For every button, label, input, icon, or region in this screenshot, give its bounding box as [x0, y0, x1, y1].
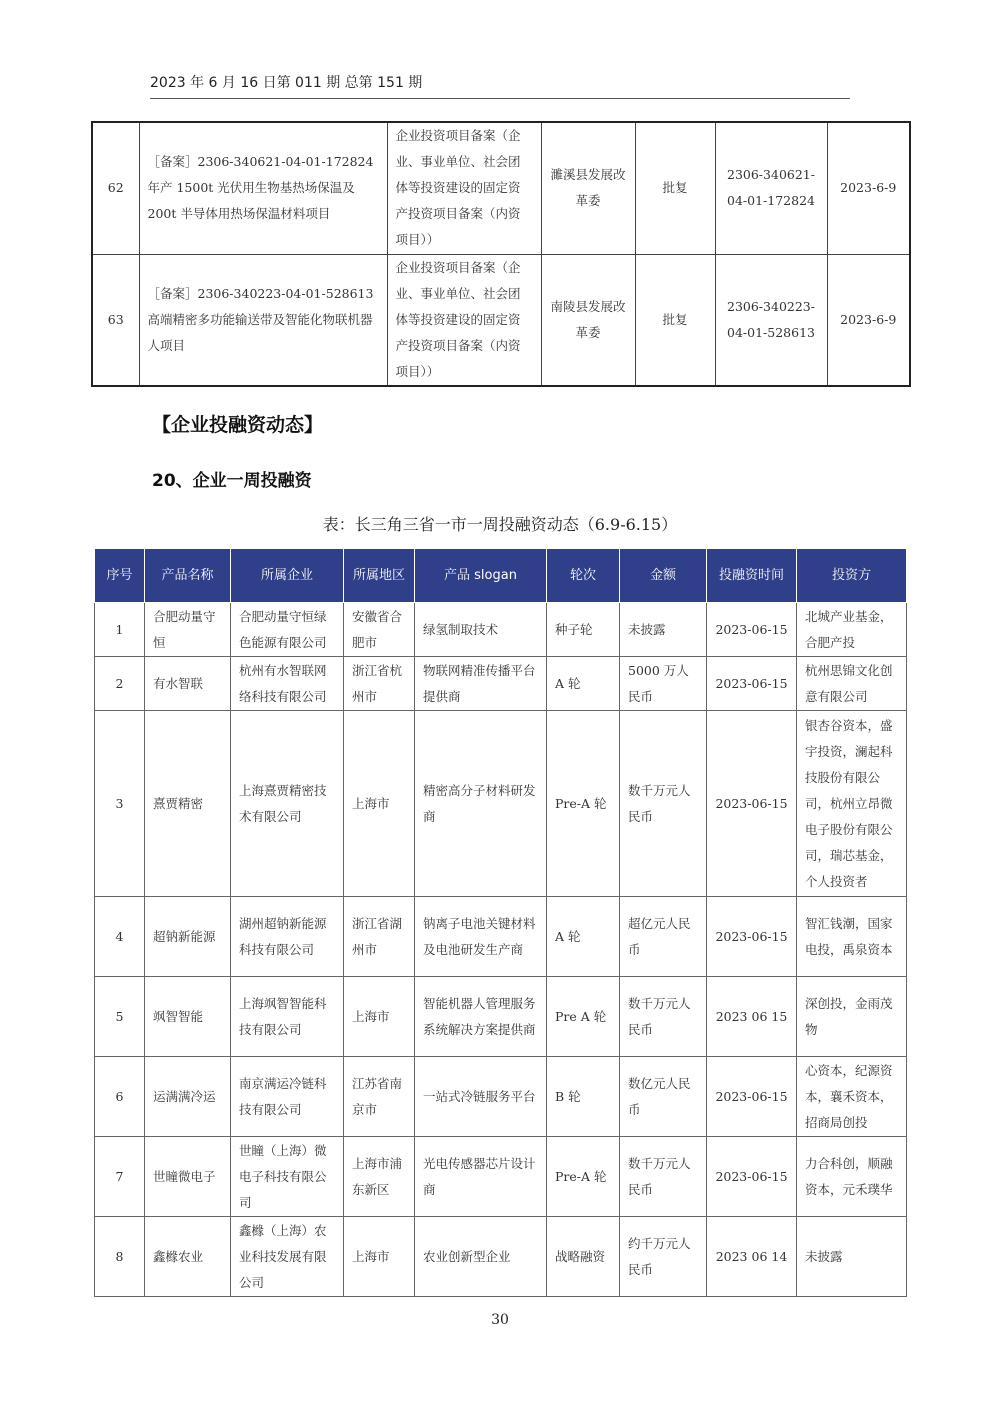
table-caption: 表：长三角三省一市一周投融资动态（6.9-6.15） [322, 515, 678, 534]
cell-date: 2023-06-15 [707, 897, 797, 977]
cell-round: A 轮 [547, 897, 620, 977]
project-type: 企业投资项目备案（企业、事业单位、社会团体等投资建设的固定资产投资项目备案（内资项目）） [387, 254, 541, 386]
table-row [92, 122, 910, 254]
cell-company: 杭州有水智联网络科技有限公司 [231, 657, 344, 711]
cell-company: 合肥动量守恒绿色能源有限公司 [231, 603, 344, 657]
cell-investors: 银杏谷资本，盛宇投资，澜起科技股份有限公司，杭州立昂微电子股份有限公司，瑞芯基金，个人投资者 [797, 711, 907, 897]
cell-slogan: 智能机器人管理服务系统解决方案提供商 [415, 977, 547, 1057]
cell-date: 2023-06-15 [707, 711, 797, 897]
cell-no: 7 [95, 1137, 145, 1217]
cell-no: 2 [95, 657, 145, 711]
row-no: 62 [92, 122, 139, 254]
approval-dept: 濉溪县发展改革委 [541, 122, 635, 254]
row-no: 63 [92, 254, 139, 386]
table-row [95, 1057, 907, 1137]
cell-round: B 轮 [547, 1057, 620, 1137]
cell-region: 上海市 [344, 977, 415, 1057]
col-header-product: 产品名称 [145, 549, 231, 603]
col-header-no: 序号 [95, 549, 145, 603]
cell-slogan: 精密高分子材料研发商 [415, 711, 547, 897]
cell-round: Pre-A 轮 [547, 1137, 620, 1217]
cell-company: 上海飒智智能科技有限公司 [231, 977, 344, 1057]
cell-round: Pre-A 轮 [547, 711, 620, 897]
cell-date: 2023-06-15 [707, 1137, 797, 1217]
cell-no: 3 [95, 711, 145, 897]
cell-company: 南京满运冷链科技有限公司 [231, 1057, 344, 1137]
table-row [95, 603, 907, 657]
page-number: 30 [491, 1312, 509, 1328]
cell-slogan: 农业创新型企业 [415, 1217, 547, 1297]
cell-company: 世瞳（上海）微电子科技有限公司 [231, 1137, 344, 1217]
cell-region: 安徽省合肥市 [344, 603, 415, 657]
page-header: 2023 年 6 月 16 日第 011 期 总第 151 期 [150, 72, 850, 99]
cell-amount: 约千万元人民币 [620, 1217, 707, 1297]
project-code: 2306-340223-04-01-528613 [715, 254, 827, 386]
approval-date: 2023-6-9 [827, 122, 910, 254]
cell-slogan: 一站式冷链服务平台 [415, 1057, 547, 1137]
cell-region: 上海市 [344, 1217, 415, 1297]
table-row [92, 254, 910, 386]
cell-slogan: 物联网精准传播平台提供商 [415, 657, 547, 711]
approval-date: 2023-6-9 [827, 254, 910, 386]
cell-region: 上海市 [344, 711, 415, 897]
cell-date: 2023 06 15 [707, 977, 797, 1057]
col-header-slogan: 产品 slogan [415, 549, 547, 603]
cell-no: 4 [95, 897, 145, 977]
cell-product: 世瞳微电子 [145, 1137, 231, 1217]
cell-investors: 力合科创，顺融资本，元禾璞华 [797, 1137, 907, 1217]
table-row [95, 1137, 907, 1217]
cell-no: 1 [95, 603, 145, 657]
cell-no: 8 [95, 1217, 145, 1297]
cell-round: 战略融资 [547, 1217, 620, 1297]
cell-investors: 智汇钱潮，国家电投，禹泉资本 [797, 897, 907, 977]
cell-slogan: 光电传感器芯片设计商 [415, 1137, 547, 1217]
cell-date: 2023-06-15 [707, 603, 797, 657]
cell-product: 有水智联 [145, 657, 231, 711]
cell-slogan: 绿氢制取技术 [415, 603, 547, 657]
cell-region: 江苏省南京市 [344, 1057, 415, 1137]
table-row [95, 1217, 907, 1297]
cell-company: 湖州超钠新能源科技有限公司 [231, 897, 344, 977]
cell-amount: 数千万元人民币 [620, 977, 707, 1057]
cell-amount: 数千万元人民币 [620, 1137, 707, 1217]
cell-region: 上海市浦东新区 [344, 1137, 415, 1217]
cell-date: 2023-06-15 [707, 657, 797, 711]
col-header-amount: 金额 [620, 549, 707, 603]
cell-product: 飒智智能 [145, 977, 231, 1057]
cell-date: 2023 06 14 [707, 1217, 797, 1297]
cell-company: 鑫橼（上海）农业科技发展有限公司 [231, 1217, 344, 1297]
cell-region: 浙江省湖州市 [344, 897, 415, 977]
project-name: ［备案］2306-340223-04-01-528613 高端精密多功能输送带及智能化物联机器人项目 [139, 254, 387, 386]
col-header-region: 所属地区 [344, 549, 415, 603]
cell-amount: 数千万元人民币 [620, 711, 707, 897]
cell-investors: 未披露 [797, 1217, 907, 1297]
cell-round: Pre A 轮 [547, 977, 620, 1057]
table-row [95, 711, 907, 897]
approval-status: 批复 [635, 122, 715, 254]
project-name: ［备案］2306-340621-04-01-172824 年产 1500t 光伏用生物基热场保温及 200t 半导体用热场保温材料项目 [139, 122, 387, 254]
cell-slogan: 钠离子电池关键材料及电池研发生产商 [415, 897, 547, 977]
cell-round: 种子轮 [547, 603, 620, 657]
cell-no: 5 [95, 977, 145, 1057]
financing-table [94, 548, 907, 1297]
cell-investors: 深创投，金雨茂物 [797, 977, 907, 1057]
col-header-company: 所属企业 [231, 549, 344, 603]
table-row [95, 977, 907, 1057]
col-header-investors: 投资方 [797, 549, 907, 603]
cell-company: 上海熹贾精密技术有限公司 [231, 711, 344, 897]
cell-amount: 超亿元人民币 [620, 897, 707, 977]
cell-region: 浙江省杭州市 [344, 657, 415, 711]
cell-product: 鑫橼农业 [145, 1217, 231, 1297]
cell-product: 超钠新能源 [145, 897, 231, 977]
cell-investors: 北城产业基金，合肥产投 [797, 603, 907, 657]
subsection-title: 20、企业一周投融资 [152, 471, 312, 491]
cell-amount: 未披露 [620, 603, 707, 657]
cell-investors: 心资本，纪源资本，襄禾资本，招商局创投 [797, 1057, 907, 1137]
project-type: 企业投资项目备案（企业、事业单位、社会团体等投资建设的固定资产投资项目备案（内资项目）） [387, 122, 541, 254]
cell-no: 6 [95, 1057, 145, 1137]
cell-investors: 杭州思锦文化创意有限公司 [797, 657, 907, 711]
cell-date: 2023-06-15 [707, 1057, 797, 1137]
col-header-round: 轮次 [547, 549, 620, 603]
col-header-date: 投融资时间 [707, 549, 797, 603]
table-header-row [95, 549, 907, 603]
cell-product: 熹贾精密 [145, 711, 231, 897]
cell-product: 运满满冷运 [145, 1057, 231, 1137]
section-title: 【企业投融资动态】 [152, 414, 324, 436]
table-row [95, 657, 907, 711]
cell-product: 合肥动量守恒 [145, 603, 231, 657]
approval-dept: 南陵县发展改革委 [541, 254, 635, 386]
approvals-table [91, 121, 911, 387]
cell-amount: 5000 万人民币 [620, 657, 707, 711]
approval-status: 批复 [635, 254, 715, 386]
project-code: 2306-340621-04-01-172824 [715, 122, 827, 254]
table-row [95, 897, 907, 977]
cell-amount: 数亿元人民币 [620, 1057, 707, 1137]
cell-round: A 轮 [547, 657, 620, 711]
